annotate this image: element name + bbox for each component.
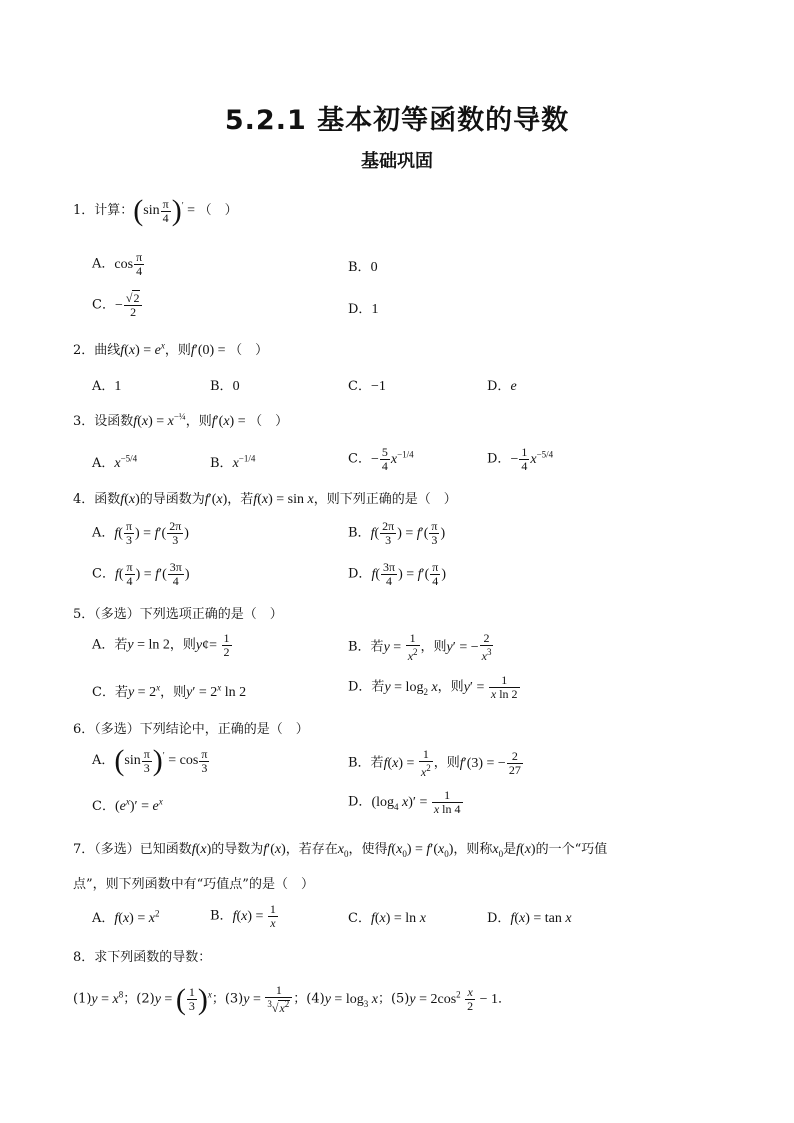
option-1a: A．cos $\frac{\pi}{4}$ <box>92 250 143 278</box>
question-text: 计算： <box>94 203 134 219</box>
option-7d: D．f(x) = tan x <box>487 911 572 926</box>
option-2b: B．0 <box>210 379 240 394</box>
option-1d: D．1 <box>348 302 379 317</box>
option-2d: D．e <box>487 379 517 394</box>
option-5a: A．若y = ln 2，则y¢= $\frac{1}{2}$ <box>92 631 230 659</box>
option-3d: D．− $\frac{1}{4}$ $x^{-5/4}$ <box>487 445 554 473</box>
option-3a: A．$x^{-5/4}$ <box>92 453 138 471</box>
option-5b: B．若y = $\frac{1}{x^2}$ ，则y′ = − $\frac{2}{x^3}$ <box>348 631 492 663</box>
page-title: 5.2.1 基本初等函数的导数 <box>224 105 570 136</box>
option-2a: A．1 <box>92 379 122 394</box>
option-1b: B．0 <box>348 260 378 275</box>
section-subtitle: 基础巩固 <box>361 151 433 172</box>
question-1 <box>73 196 238 226</box>
question-6: 6．（多选）下列结论中，正确的是（ ） <box>73 722 309 737</box>
option-4a: A．f( $\frac{\pi}{3}$ ) = f′( $\frac{2\pi}{3}$ ) <box>92 519 189 547</box>
formula: (sin $\frac{\pi}{4}$ )′ = <box>133 194 199 227</box>
question-8-items: $(1)y = x^8$；(2)y = ( $\frac{1}{3}$ )$^x$；(3)y = $\frac{1}{^3√x^2}$ ；$(4)y = \log_3 x$；$(5)y = 2\cos^2$ $\frac{x}{2}$ − 1． <box>73 982 512 1016</box>
question-8: 8．求下列函数的导数： <box>73 950 212 965</box>
option-3c: C．− $\frac{5}{4}$ $x^{-1/4}$ <box>348 445 414 473</box>
option-6b: B．若f(x) = $\frac{1}{x^2}$ ，则f′(3) = − $\frac{2}{27}$ <box>348 747 521 779</box>
option-5c: C．若$y = 2^x$，则$y' = 2^x$ ln 2 <box>92 682 247 700</box>
answer-blank: （ ） <box>198 203 238 219</box>
option-6c: C．$(e^x)' = e^x$ <box>92 796 163 814</box>
option-4c: C．f( $\frac{\pi}{4}$ ) = f′( $\frac{3\pi}{4}$ ) <box>92 560 190 588</box>
question-2: 2．曲线$f(x) = e^x$，则f′(0) = （ ） <box>73 340 269 358</box>
option-7b: B．f(x) = $\frac{1}{x}$ <box>210 902 276 930</box>
question-7-line-1: 7．（多选）已知函数f(x)的导数为f′(x)，若存在$x_0$，使得$f(x_0) = f'(x_0)$，则称$x_0$是f(x)的一个“巧值 <box>73 842 608 859</box>
option-7a: A．$f(x) = x^2$ <box>92 908 160 926</box>
question-3: 3．设函数$f(x) = x^{-\frac{1}{4}}$，则f′(x) = （ ） <box>73 411 289 429</box>
question-4: 4．函数f(x)的导函数为f′(x)，若f(x) = sin x，则下列正确的是（ ） <box>73 492 457 507</box>
option-7c: C．f(x) = ln x <box>348 911 426 926</box>
question-5: 5．（多选）下列选项正确的是（ ） <box>73 607 283 622</box>
question-7-line-2: 点”，则下列函数中有“巧值点”的是（ ） <box>73 877 314 892</box>
option-4b: B．f( $\frac{2\pi}{3}$ ) = f′( $\frac{\pi}{3}$ ) <box>348 519 446 547</box>
option-3b: B．$x^{-1/4}$ <box>210 453 256 471</box>
question-number: 1． <box>73 203 95 219</box>
option-6a: A．(sin $\frac{\pi}{3}$ )′ = cos $\frac{\pi}{3}$ <box>92 744 208 777</box>
option-6d: D．($\log_4$ x)′ = $\frac{1}{\text{x ln 4}}$ <box>348 788 461 816</box>
option-2c: C．−1 <box>348 379 386 394</box>
option-5d: D．若$y = \log_2 x$，则y′ = $\frac{1}{\text{x ln 2}}$ <box>348 673 518 701</box>
option-4d: D．f( $\frac{3\pi}{4}$ ) = f′( $\frac{\pi}{4}$ ) <box>348 560 446 588</box>
option-1c: C．− $\frac{√2}{2}$ <box>92 292 143 319</box>
